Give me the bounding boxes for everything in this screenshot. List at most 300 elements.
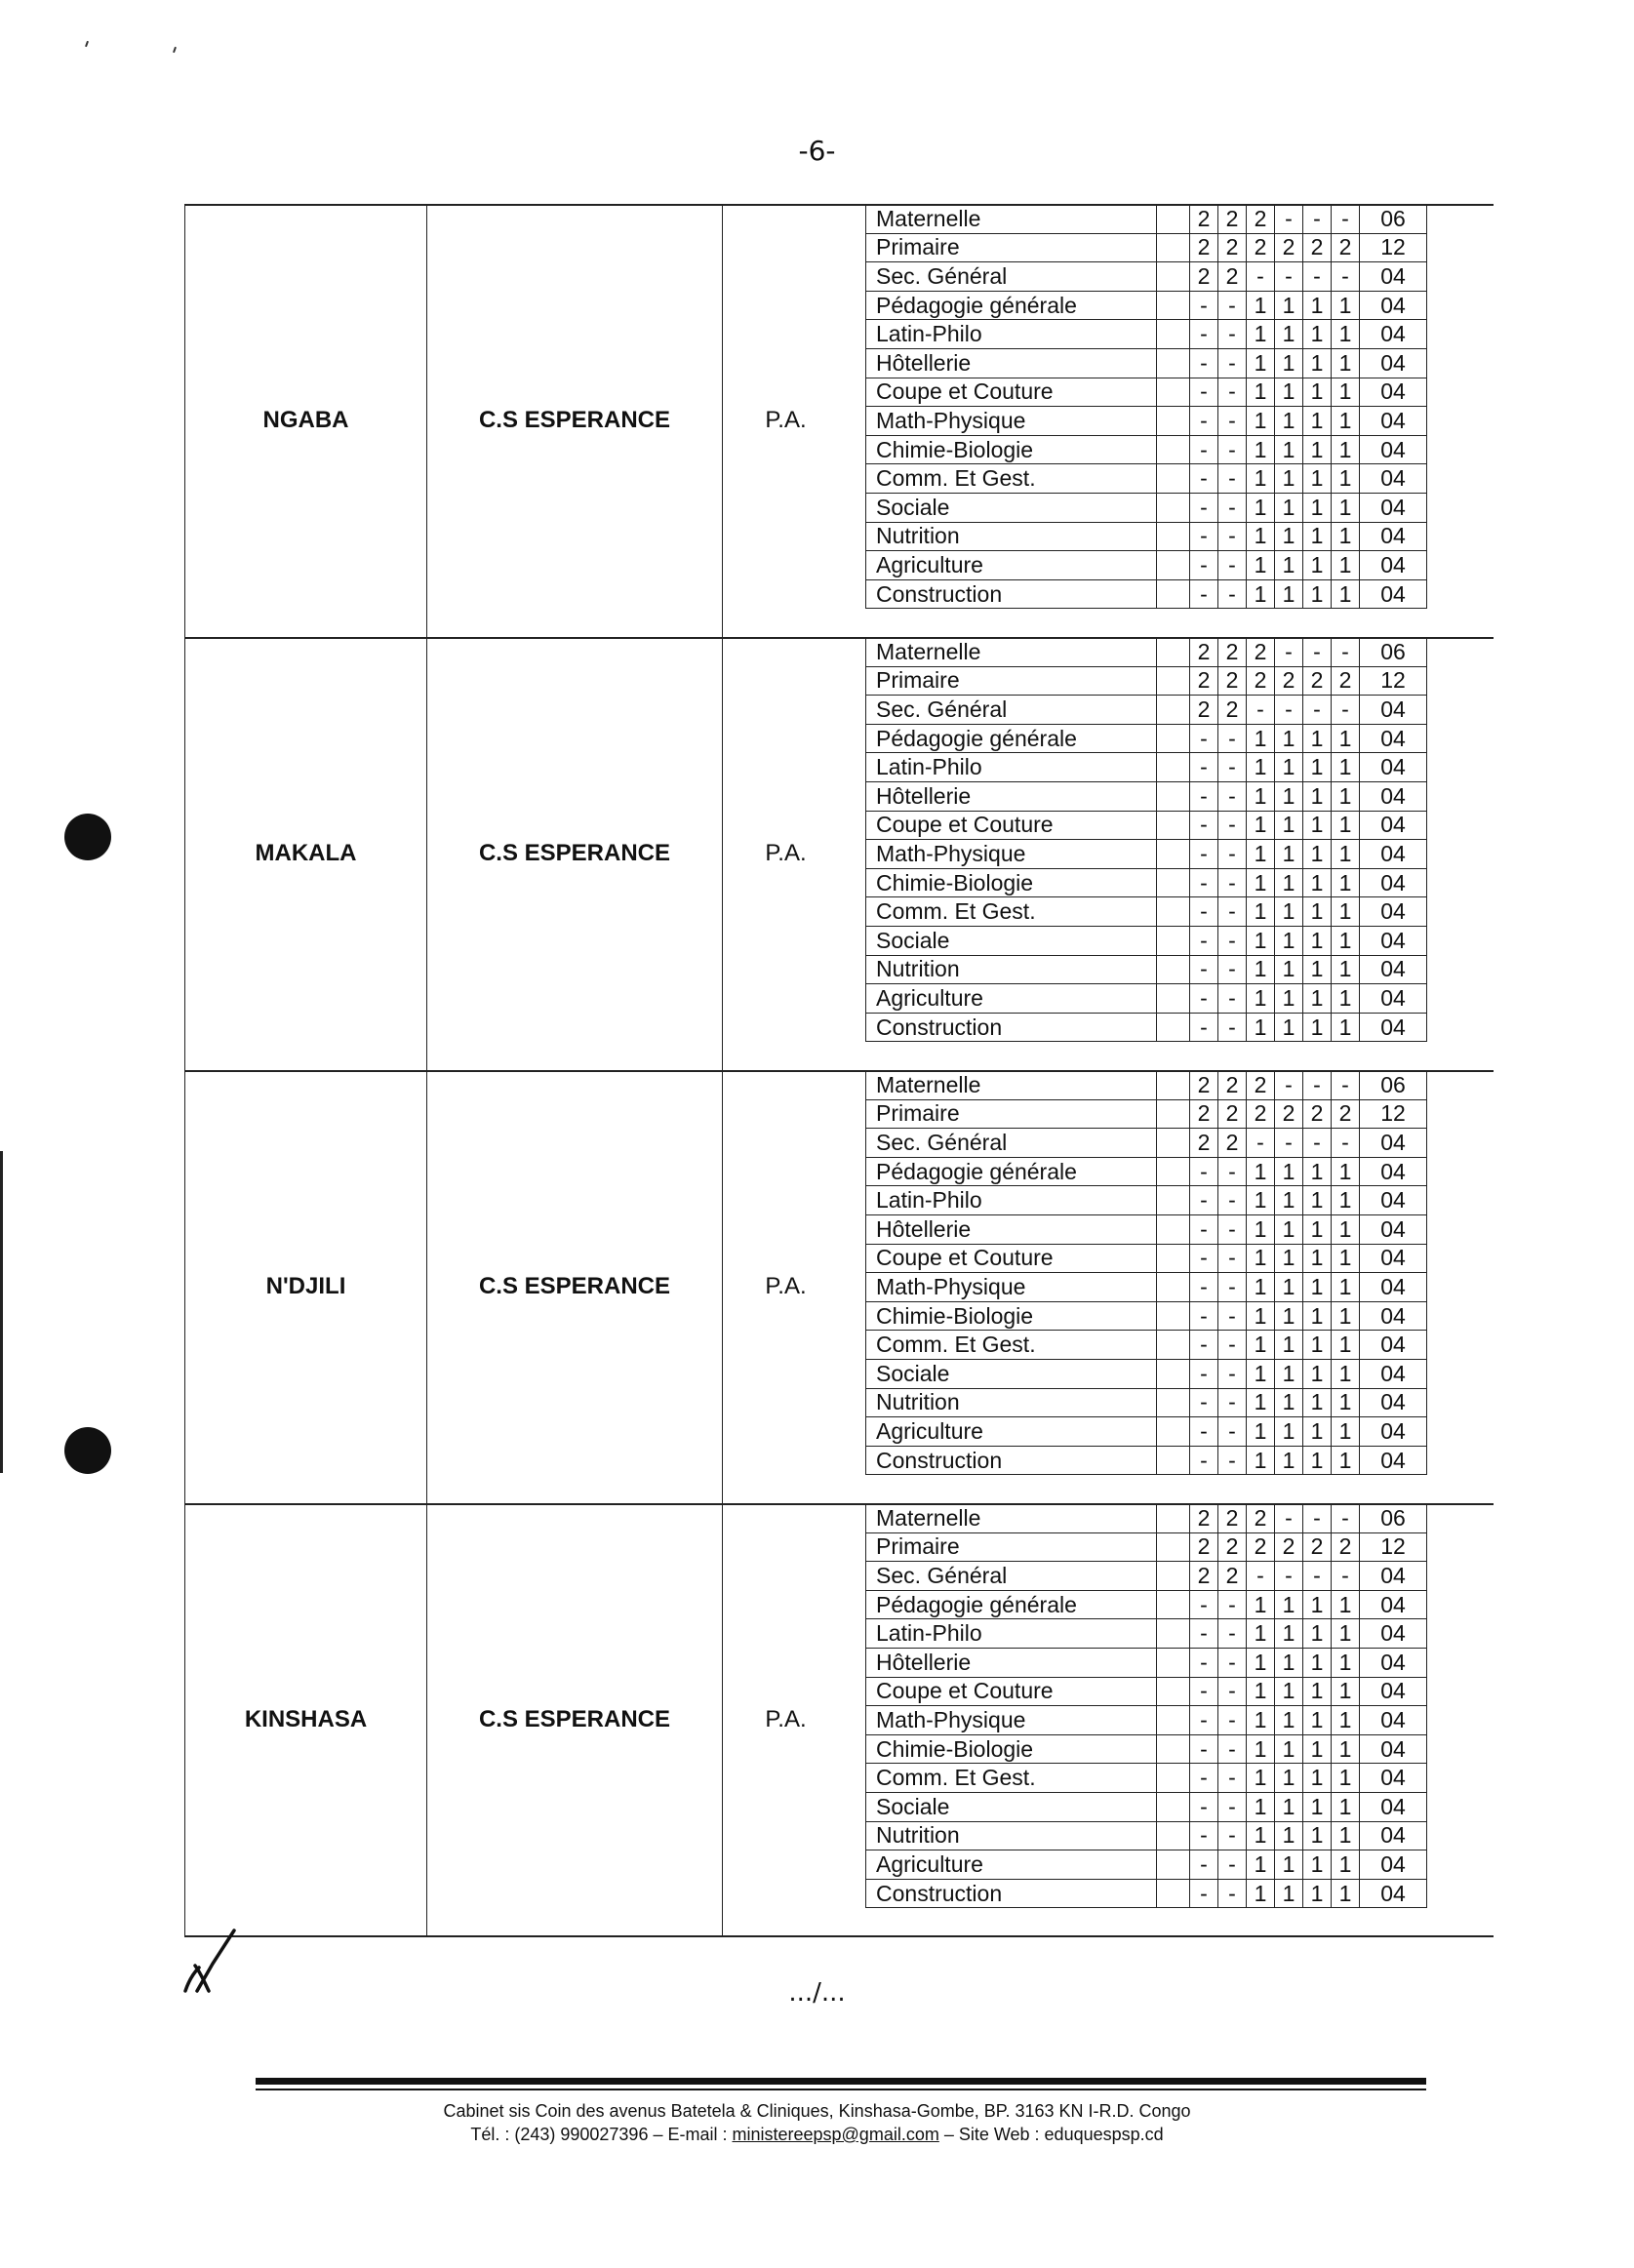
table-row <box>866 1244 1427 1273</box>
class-count-cell: 1 <box>1332 493 1360 522</box>
option-name: Latin-Philo <box>866 753 1157 782</box>
empty-cell <box>1157 1359 1190 1388</box>
class-count-cell: 1 <box>1275 811 1303 840</box>
empty-cell <box>1157 1879 1190 1908</box>
option-name: Agriculture <box>866 984 1157 1014</box>
class-count-cell: - <box>1190 493 1218 522</box>
class-count-cell: - <box>1190 348 1218 378</box>
class-count-cell: - <box>1218 753 1247 782</box>
table-row <box>866 1532 1427 1562</box>
total-cell: 04 <box>1360 1879 1427 1908</box>
class-count-cell: - <box>1275 1504 1303 1533</box>
class-count-cell: 1 <box>1275 348 1303 378</box>
class-count-cell: 1 <box>1247 753 1275 782</box>
class-count-cell: 1 <box>1332 1446 1360 1475</box>
class-count-cell: 1 <box>1275 1359 1303 1388</box>
class-count-cell: 1 <box>1247 1734 1275 1764</box>
class-count-cell: 1 <box>1247 551 1275 580</box>
class-count-cell: 2 <box>1218 1071 1247 1100</box>
option-name: Primaire <box>866 1532 1157 1562</box>
class-count-cell: 1 <box>1332 1619 1360 1649</box>
class-count-cell: 1 <box>1247 1879 1275 1908</box>
option-name: Coupe et Couture <box>866 378 1157 407</box>
table-row <box>866 1677 1427 1706</box>
class-count-cell: - <box>1218 464 1247 494</box>
class-count-cell: - <box>1218 1446 1247 1475</box>
class-count-cell: 1 <box>1247 1619 1275 1649</box>
class-count-cell: 1 <box>1275 1388 1303 1417</box>
empty-cell <box>1157 1331 1190 1360</box>
total-cell: 04 <box>1360 1619 1427 1649</box>
class-count-cell: - <box>1247 1562 1275 1591</box>
class-count-cell: 1 <box>1275 1648 1303 1677</box>
class-count-cell: 2 <box>1332 1532 1360 1562</box>
class-count-cell: - <box>1275 1129 1303 1158</box>
table-row <box>866 1214 1427 1244</box>
class-count-cell: - <box>1190 1157 1218 1186</box>
class-count-cell: 2 <box>1218 262 1247 292</box>
table-row <box>866 1619 1427 1649</box>
empty-cell <box>1157 666 1190 696</box>
class-count-cell: 1 <box>1332 1821 1360 1850</box>
option-name: Chimie-Biologie <box>866 1734 1157 1764</box>
class-count-cell: - <box>1218 348 1247 378</box>
class-count-cell: 2 <box>1247 1099 1275 1129</box>
option-name: Latin-Philo <box>866 1619 1157 1649</box>
table-row <box>866 781 1427 811</box>
class-count-cell: - <box>1190 1706 1218 1735</box>
class-count-cell: - <box>1190 378 1218 407</box>
continuation-mark: .../... <box>788 1978 846 2008</box>
class-count-cell: 2 <box>1303 1532 1332 1562</box>
class-count-cell: 2 <box>1190 696 1218 725</box>
total-cell: 12 <box>1360 1532 1427 1562</box>
total-cell: 04 <box>1360 551 1427 580</box>
class-count-cell: 1 <box>1332 811 1360 840</box>
class-count-cell: - <box>1218 811 1247 840</box>
option-name: Pédagogie générale <box>866 724 1157 753</box>
class-count-cell: 1 <box>1332 840 1360 869</box>
class-count-cell: 2 <box>1275 1099 1303 1129</box>
class-count-cell: 1 <box>1332 1417 1360 1447</box>
class-count-cell: 1 <box>1303 493 1332 522</box>
empty-cell <box>1157 1648 1190 1677</box>
class-count-cell: 1 <box>1332 753 1360 782</box>
option-name: Nutrition <box>866 1388 1157 1417</box>
empty-cell <box>1157 1532 1190 1562</box>
class-count-cell: 1 <box>1247 522 1275 551</box>
class-count-cell: 1 <box>1247 926 1275 955</box>
empty-cell <box>1157 493 1190 522</box>
table-row <box>866 1388 1427 1417</box>
class-count-cell: - <box>1190 320 1218 349</box>
class-count-cell: - <box>1218 1590 1247 1619</box>
class-count-cell: - <box>1303 1504 1332 1533</box>
class-count-cell: 1 <box>1303 348 1332 378</box>
class-count-cell: - <box>1332 1504 1360 1533</box>
option-name: Nutrition <box>866 955 1157 984</box>
class-count-cell: 1 <box>1332 984 1360 1014</box>
class-count-cell: 1 <box>1275 1214 1303 1244</box>
table-row <box>866 1301 1427 1331</box>
table-row <box>866 868 1427 897</box>
class-count-cell: 1 <box>1275 320 1303 349</box>
options-table <box>865 204 1427 609</box>
table-row <box>866 1504 1427 1533</box>
class-count-cell: - <box>1218 320 1247 349</box>
class-count-cell: 1 <box>1332 1764 1360 1793</box>
class-count-cell: - <box>1218 522 1247 551</box>
class-count-cell: - <box>1190 291 1218 320</box>
class-count-cell: 1 <box>1332 1879 1360 1908</box>
total-cell: 04 <box>1360 840 1427 869</box>
class-count-cell: - <box>1190 1677 1218 1706</box>
empty-cell <box>1157 464 1190 494</box>
total-cell: 04 <box>1360 1590 1427 1619</box>
total-cell: 04 <box>1360 464 1427 494</box>
table-row <box>866 348 1427 378</box>
empty-cell <box>1157 1677 1190 1706</box>
class-count-cell: 1 <box>1303 1879 1332 1908</box>
class-count-cell: 1 <box>1303 464 1332 494</box>
class-count-cell: 1 <box>1303 407 1332 436</box>
empty-cell <box>1157 1792 1190 1821</box>
empty-cell <box>1157 1157 1190 1186</box>
empty-cell <box>1157 435 1190 464</box>
class-count-cell: 1 <box>1275 407 1303 436</box>
class-count-cell: 1 <box>1303 1417 1332 1447</box>
class-count-cell: - <box>1190 811 1218 840</box>
class-count-cell: 1 <box>1275 1331 1303 1360</box>
class-count-cell: - <box>1190 1417 1218 1447</box>
class-count-cell: - <box>1218 579 1247 609</box>
class-count-cell: - <box>1218 724 1247 753</box>
class-count-cell: 1 <box>1247 435 1275 464</box>
class-count-cell: 1 <box>1247 1706 1275 1735</box>
class-count-cell: - <box>1190 1273 1218 1302</box>
empty-cell <box>1157 1734 1190 1764</box>
total-cell: 04 <box>1360 1562 1427 1591</box>
class-count-cell: 2 <box>1190 1532 1218 1562</box>
class-count-cell: 1 <box>1247 1157 1275 1186</box>
class-count-cell: 1 <box>1247 464 1275 494</box>
class-count-cell: 2 <box>1190 205 1218 234</box>
class-count-cell: - <box>1332 1129 1360 1158</box>
class-count-cell: - <box>1275 262 1303 292</box>
table-bottom-border <box>184 1935 1494 1937</box>
class-count-cell: - <box>1218 868 1247 897</box>
school-status: P.A. <box>722 637 849 1070</box>
empty-cell <box>1157 868 1190 897</box>
class-count-cell: 1 <box>1247 1331 1275 1360</box>
total-cell: 04 <box>1360 897 1427 927</box>
total-cell: 04 <box>1360 493 1427 522</box>
option-name: Math-Physique <box>866 1706 1157 1735</box>
class-count-cell: 2 <box>1247 1071 1275 1100</box>
empty-cell <box>1157 233 1190 262</box>
class-count-cell: 1 <box>1332 1273 1360 1302</box>
class-count-cell: 1 <box>1332 1677 1360 1706</box>
class-count-cell: - <box>1247 1129 1275 1158</box>
class-count-cell: 1 <box>1275 1764 1303 1793</box>
class-count-cell: 2 <box>1247 1532 1275 1562</box>
class-count-cell: 1 <box>1247 1590 1275 1619</box>
table-row <box>866 724 1427 753</box>
class-count-cell: 2 <box>1218 696 1247 725</box>
class-count-cell: 1 <box>1303 1157 1332 1186</box>
table-row <box>866 579 1427 609</box>
total-cell: 04 <box>1360 1214 1427 1244</box>
empty-cell <box>1157 378 1190 407</box>
class-count-cell: 1 <box>1332 1850 1360 1880</box>
class-count-cell: 1 <box>1303 984 1332 1014</box>
class-count-cell: 1 <box>1275 868 1303 897</box>
total-cell: 04 <box>1360 955 1427 984</box>
class-count-cell: 1 <box>1275 1590 1303 1619</box>
class-count-cell: 1 <box>1247 1764 1275 1793</box>
class-count-cell: 1 <box>1303 551 1332 580</box>
option-name: Comm. Et Gest. <box>866 897 1157 927</box>
class-count-cell: - <box>1190 1359 1218 1388</box>
table-row <box>866 897 1427 927</box>
class-count-cell: - <box>1303 638 1332 667</box>
option-name: Construction <box>866 579 1157 609</box>
total-cell: 06 <box>1360 205 1427 234</box>
class-count-cell: - <box>1218 435 1247 464</box>
class-count-cell: 1 <box>1275 1446 1303 1475</box>
empty-cell <box>1157 840 1190 869</box>
class-count-cell: 1 <box>1332 435 1360 464</box>
class-count-cell: 1 <box>1332 926 1360 955</box>
class-count-cell: - <box>1332 696 1360 725</box>
school-name: C.S ESPERANCE <box>426 637 722 1070</box>
class-count-cell: 2 <box>1247 638 1275 667</box>
option-name: Pédagogie générale <box>866 1157 1157 1186</box>
class-count-cell: 1 <box>1303 926 1332 955</box>
class-count-cell: - <box>1190 1186 1218 1215</box>
class-count-cell: - <box>1218 1706 1247 1735</box>
class-count-cell: 1 <box>1275 1677 1303 1706</box>
table-row <box>866 696 1427 725</box>
empty-cell <box>1157 638 1190 667</box>
commune-name: KINSHASA <box>184 1503 426 1936</box>
class-count-cell: - <box>1218 1792 1247 1821</box>
class-count-cell: - <box>1190 1244 1218 1273</box>
table-row <box>866 551 1427 580</box>
option-name: Maternelle <box>866 1504 1157 1533</box>
class-count-cell: 1 <box>1303 1792 1332 1821</box>
class-count-cell: 1 <box>1247 1013 1275 1042</box>
option-name: Sociale <box>866 1792 1157 1821</box>
class-count-cell: 1 <box>1247 1648 1275 1677</box>
class-count-cell: 2 <box>1218 205 1247 234</box>
class-count-cell: 1 <box>1247 1850 1275 1880</box>
class-count-cell: 2 <box>1218 666 1247 696</box>
footer <box>0 2099 1634 2146</box>
empty-cell <box>1157 348 1190 378</box>
option-name: Sociale <box>866 493 1157 522</box>
class-count-cell: 1 <box>1247 291 1275 320</box>
table-row <box>866 1734 1427 1764</box>
total-cell: 04 <box>1360 320 1427 349</box>
class-count-cell: 1 <box>1303 781 1332 811</box>
class-count-cell: - <box>1218 1273 1247 1302</box>
class-count-cell: - <box>1218 1677 1247 1706</box>
class-count-cell: 1 <box>1303 1388 1332 1417</box>
class-count-cell: 1 <box>1332 579 1360 609</box>
class-count-cell: 1 <box>1303 435 1332 464</box>
class-count-cell: 1 <box>1247 984 1275 1014</box>
option-name: Maternelle <box>866 205 1157 234</box>
class-count-cell: - <box>1332 638 1360 667</box>
class-count-cell: - <box>1218 1186 1247 1215</box>
empty-cell <box>1157 1504 1190 1533</box>
option-name: Chimie-Biologie <box>866 1301 1157 1331</box>
footer-website: – Site Web : eduquespsp.cd <box>938 2125 1164 2144</box>
option-name: Coupe et Couture <box>866 811 1157 840</box>
class-count-cell: 1 <box>1247 378 1275 407</box>
class-count-cell: 2 <box>1190 1129 1218 1158</box>
class-count-cell: - <box>1190 926 1218 955</box>
option-name: Nutrition <box>866 522 1157 551</box>
empty-cell <box>1157 1562 1190 1591</box>
class-count-cell: - <box>1218 1214 1247 1244</box>
option-name: Math-Physique <box>866 1273 1157 1302</box>
option-name: Maternelle <box>866 638 1157 667</box>
class-count-cell: 1 <box>1332 407 1360 436</box>
class-count-cell: - <box>1275 1071 1303 1100</box>
option-name: Chimie-Biologie <box>866 868 1157 897</box>
class-count-cell: 1 <box>1247 868 1275 897</box>
class-count-cell: 1 <box>1247 1677 1275 1706</box>
table-row <box>866 435 1427 464</box>
class-count-cell: 1 <box>1332 724 1360 753</box>
class-count-cell: 1 <box>1275 1186 1303 1215</box>
commune-block <box>184 1503 1494 1936</box>
class-count-cell: 1 <box>1332 464 1360 494</box>
option-name: Comm. Et Gest. <box>866 464 1157 494</box>
total-cell: 04 <box>1360 781 1427 811</box>
class-count-cell: 2 <box>1190 1071 1218 1100</box>
empty-cell <box>1157 984 1190 1014</box>
class-count-cell: - <box>1218 1013 1247 1042</box>
class-count-cell: 1 <box>1332 781 1360 811</box>
class-count-cell: 1 <box>1303 1706 1332 1735</box>
class-count-cell: 1 <box>1332 1734 1360 1764</box>
class-count-cell: 1 <box>1303 320 1332 349</box>
class-count-cell: 1 <box>1247 840 1275 869</box>
empty-cell <box>1157 262 1190 292</box>
class-count-cell: 2 <box>1275 666 1303 696</box>
empty-cell <box>1157 1214 1190 1244</box>
total-cell: 04 <box>1360 435 1427 464</box>
table-row <box>866 840 1427 869</box>
class-count-cell: - <box>1218 1301 1247 1331</box>
total-cell: 06 <box>1360 638 1427 667</box>
class-count-cell: 1 <box>1332 348 1360 378</box>
total-cell: 04 <box>1360 984 1427 1014</box>
option-name: Chimie-Biologie <box>866 435 1157 464</box>
total-cell: 04 <box>1360 1359 1427 1388</box>
class-count-cell: 1 <box>1275 579 1303 609</box>
table-row <box>866 1764 1427 1793</box>
class-count-cell: 1 <box>1275 551 1303 580</box>
class-count-cell: 2 <box>1190 666 1218 696</box>
class-count-cell: - <box>1218 955 1247 984</box>
option-name: Hôtellerie <box>866 1214 1157 1244</box>
table-row <box>866 638 1427 667</box>
empty-cell <box>1157 753 1190 782</box>
option-name: Latin-Philo <box>866 320 1157 349</box>
class-count-cell: - <box>1190 522 1218 551</box>
class-count-cell: - <box>1303 1129 1332 1158</box>
option-name: Coupe et Couture <box>866 1244 1157 1273</box>
class-count-cell: - <box>1190 781 1218 811</box>
option-name: Comm. Et Gest. <box>866 1331 1157 1360</box>
class-count-cell: 1 <box>1247 897 1275 927</box>
class-count-cell: 2 <box>1303 1099 1332 1129</box>
table-row <box>866 493 1427 522</box>
empty-cell <box>1157 291 1190 320</box>
commune-name: MAKALA <box>184 637 426 1070</box>
option-name: Pédagogie générale <box>866 1590 1157 1619</box>
total-cell: 04 <box>1360 1301 1427 1331</box>
punch-hole <box>64 814 111 860</box>
option-name: Agriculture <box>866 1417 1157 1447</box>
class-count-cell: 1 <box>1303 1359 1332 1388</box>
class-count-cell: 1 <box>1303 291 1332 320</box>
empty-cell <box>1157 1619 1190 1649</box>
option-name: Primaire <box>866 233 1157 262</box>
class-count-cell: - <box>1218 1821 1247 1850</box>
table-row <box>866 811 1427 840</box>
class-count-cell: 1 <box>1332 1792 1360 1821</box>
option-name: Agriculture <box>866 1850 1157 1880</box>
school-status: P.A. <box>722 1503 849 1936</box>
class-count-cell: 1 <box>1275 1417 1303 1447</box>
commune-block <box>184 204 1494 637</box>
footer-email-link[interactable]: ministereepsp@gmail.com <box>732 2125 939 2144</box>
scan-edge-mark <box>0 1151 3 1473</box>
class-count-cell: - <box>1218 1764 1247 1793</box>
class-count-cell: 1 <box>1303 1331 1332 1360</box>
class-count-cell: - <box>1303 1562 1332 1591</box>
class-count-cell: - <box>1218 1244 1247 1273</box>
option-name: Maternelle <box>866 1071 1157 1100</box>
class-count-cell: 1 <box>1303 724 1332 753</box>
class-count-cell: 1 <box>1275 291 1303 320</box>
option-name: Sec. Général <box>866 1129 1157 1158</box>
class-count-cell: 1 <box>1303 1186 1332 1215</box>
class-count-cell: 1 <box>1332 1648 1360 1677</box>
table-row <box>866 666 1427 696</box>
class-count-cell: - <box>1190 955 1218 984</box>
option-name: Math-Physique <box>866 840 1157 869</box>
class-count-cell: 2 <box>1247 1504 1275 1533</box>
commune-name: NGABA <box>184 204 426 637</box>
class-count-cell: - <box>1247 262 1275 292</box>
empty-cell <box>1157 781 1190 811</box>
footer-phone: Tél. : (243) 990027396 – E-mail : <box>470 2125 733 2144</box>
class-count-cell: 1 <box>1247 724 1275 753</box>
class-count-cell: 1 <box>1247 955 1275 984</box>
class-count-cell: 1 <box>1275 840 1303 869</box>
total-cell: 04 <box>1360 1764 1427 1793</box>
class-count-cell: 1 <box>1303 1214 1332 1244</box>
table-row <box>866 1879 1427 1908</box>
class-count-cell: 1 <box>1332 551 1360 580</box>
class-count-cell: - <box>1190 753 1218 782</box>
